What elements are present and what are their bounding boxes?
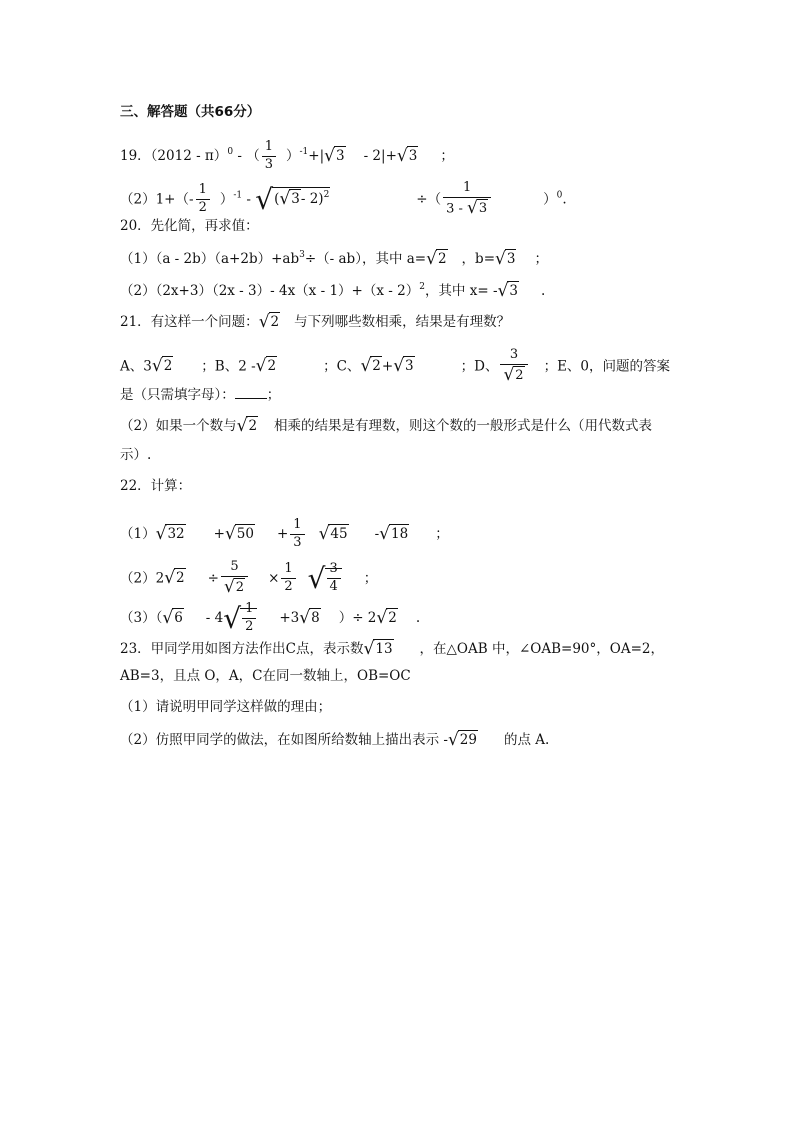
- question-23-part-1: （1）请说明甲同学这样做的理由；: [120, 699, 332, 715]
- sqrt: √2: [258, 312, 280, 332]
- sqrt-large: √(√3- 2)$^2$: [255, 182, 330, 216]
- fraction: $\frac{5}{√2}$: [221, 560, 248, 597]
- sqrt: √2: [360, 356, 381, 377]
- question-22-part-1: （1）√32 +√50 + $\frac{1}{3}$ √45 -√18 ；: [120, 517, 449, 550]
- sqrt-large: √ $\frac{3}{4}$: [308, 562, 342, 595]
- question-21-options: A、3√2 ；B、2 -√2 ；C、√2+√3 ；D、 $\frac{3}{√2}$ ；E、0，问题的答案: [120, 347, 671, 385]
- question-20-title: 20．先化简，再求值：: [120, 218, 259, 234]
- question-21-answer-line: 是（只需填字母）： ；: [120, 387, 281, 403]
- question-20-part-1: $(1)(a - 2b)(a+2b)+ab^3\div(-$ ab），其中 a=√2 ，b=√3 ；: [120, 249, 548, 269]
- sqrt: √13: [363, 639, 393, 659]
- sqrt: √2: [426, 249, 447, 269]
- sqrt: √3: [497, 281, 518, 301]
- question-21-line-1: 21．有这样一个问题：√2 与下列哪些数相乘，结果是有理数？: [120, 312, 511, 332]
- fraction: $\frac{1}{2}$: [281, 562, 295, 595]
- sqrt-large: √ $\frac{1}{2}$: [223, 602, 257, 635]
- question-19-part-2: （2）1+（- $\frac{1}{2}$ ）$^{-1}$ - √(√3- 2)$^2$ ÷（ $\frac{1}{3 - √3}$ ）$^0$.: [120, 180, 567, 218]
- sqrt: √3: [396, 145, 418, 166]
- fraction: $\frac{3}{√2}$: [500, 348, 527, 385]
- sqrt: √3: [495, 249, 516, 269]
- sqrt: √2: [164, 568, 185, 589]
- sqrt: √6: [162, 607, 183, 628]
- sqrt: √2: [236, 416, 258, 436]
- answer-blank[interactable]: [235, 388, 267, 399]
- sqrt: √45: [318, 523, 348, 544]
- question-21-part-2: （2）如果一个数与√2 相乘的结果是有理数，则这个数的一般形式是什么（用代数式表: [120, 416, 653, 436]
- question-23-line-2: AB=3，且点 O，A，C在同一数轴上，OB=OC: [120, 668, 411, 684]
- question-23-line-1: 23．甲同学用如图方法作出C点，表示数√13 ，在△OAB 中，∠OAB=90°，OA=2，: [120, 639, 664, 659]
- question-21-part-2-cont: 示）.: [120, 447, 152, 463]
- question-19: 19．（2012 - π）$^0$ - （ $\frac{1}{3}$ ）$^{-1}$+|√3 - 2|+√3 ；: [120, 139, 454, 172]
- sqrt: √2: [151, 356, 173, 377]
- sqrt: √2: [376, 607, 397, 628]
- question-23-part-2: （2）仿照甲同学的做法，在如图所给数轴上描出表示 -√29 的点 A.: [120, 730, 550, 750]
- fraction: $\frac{1}{3 - √3}$: [443, 181, 491, 218]
- question-22-part-2: （2）2√2 ÷ $\frac{5}{√2}$ × $\frac{1}{2}$ √ $\frac{3}{4}$ ；: [120, 559, 378, 597]
- section-header: 三、解答题（共66分）: [120, 104, 261, 120]
- fraction: $\frac{1}{2}$: [196, 183, 210, 216]
- sqrt: √3: [324, 145, 345, 166]
- sqrt: √8: [299, 607, 320, 628]
- sqrt: √2: [255, 356, 277, 377]
- sqrt: √32: [155, 523, 185, 544]
- question-22-title: 22．计算：: [120, 478, 192, 494]
- question-20-part-2: （2）（2x+3）（2x - 3）- 4x（x - 1）+（x - 2）$^2$，其中 x= -√3 .: [120, 281, 546, 301]
- fraction: $\frac{1}{3}$: [290, 518, 304, 551]
- sqrt: √50: [224, 523, 254, 544]
- sqrt: √3: [393, 356, 414, 377]
- sqrt: √18: [379, 523, 409, 544]
- question-22-part-3: （3）（√6 - 4√ $\frac{1}{2}$ +3√8 ）÷ 2√2 .: [120, 601, 421, 635]
- fraction: $\frac{1}{3}$: [262, 140, 276, 173]
- sqrt: √29: [447, 730, 477, 750]
